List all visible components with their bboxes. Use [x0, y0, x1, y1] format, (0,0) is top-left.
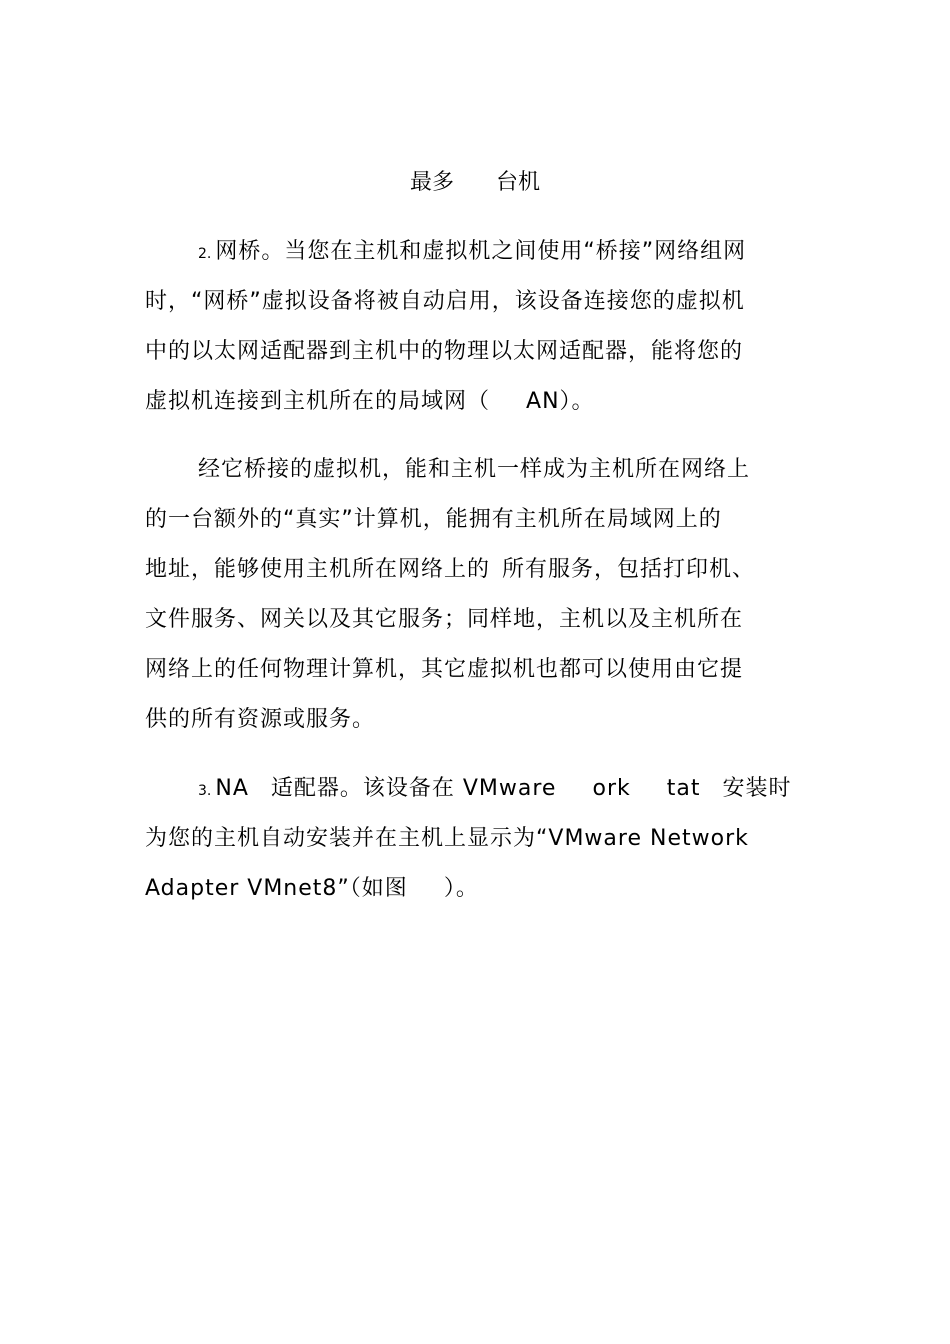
- section3-text-c: ork: [592, 776, 631, 801]
- paragraph2-line-5: 网络上的任何物理计算机，其它虚拟机也都可以使用由它提: [145, 657, 744, 682]
- paragraph2-line-3: [145, 555, 755, 585]
- section3-line-2: 为您的主机自动安装并在主机上显示为“VMware Network: [145, 826, 749, 851]
- section3-line-3: [145, 874, 479, 904]
- page-heading: [0, 168, 950, 198]
- paragraph2-line-2: 的一台额外的“真实”计算机，能拥有主机所在局域网上的: [145, 507, 722, 532]
- section3-number: 3.: [198, 783, 212, 799]
- section3-line-3-b: ）。: [443, 876, 479, 901]
- paragraph2-line-6: 供的所有资源或服务。: [145, 707, 376, 732]
- paragraph2-line-1: 经它桥接的虚拟机，能和主机一样成为主机所在网络上: [198, 457, 751, 482]
- section2-line-4-b: AN）。: [526, 389, 595, 414]
- section3-text-d: tat: [666, 776, 701, 801]
- section3-line-1: [198, 774, 791, 806]
- section3-line-3-a: Adapter VMnet8”（如图: [145, 876, 408, 901]
- paragraph2-line-3-b: 所有服务，包括打印机、: [502, 557, 756, 582]
- section2-line-4-a: 虚拟机连接到主机所在的局域网（: [145, 389, 491, 414]
- section2-line-3: 中的以太网适配器到主机中的物理以太网适配器，能将您的: [145, 339, 744, 364]
- section2-number: 2.: [198, 246, 212, 262]
- section3-text-b: 适配器。该设备在 VMware: [270, 776, 557, 801]
- section2-text-1: 网桥。当您在主机和虚拟机之间使用“桥接”网络组网: [215, 239, 747, 264]
- section3-text-e: 安装时: [722, 776, 792, 801]
- paragraph2-line-3-a: 地址，能够使用主机所在网络上的: [145, 557, 491, 582]
- section2-line-1: [198, 237, 746, 269]
- heading-part-1: 最多: [409, 170, 454, 195]
- section3-text-a: NA: [215, 776, 249, 801]
- section2-line-4: [145, 387, 595, 417]
- section2-line-2: 时，“网桥”虚拟设备将被自动启用，该设备连接您的虚拟机: [145, 289, 745, 314]
- paragraph2-line-4: 文件服务、网关以及其它服务；同样地，主机以及主机所在: [145, 607, 744, 632]
- heading-part-2: 台机: [496, 170, 541, 195]
